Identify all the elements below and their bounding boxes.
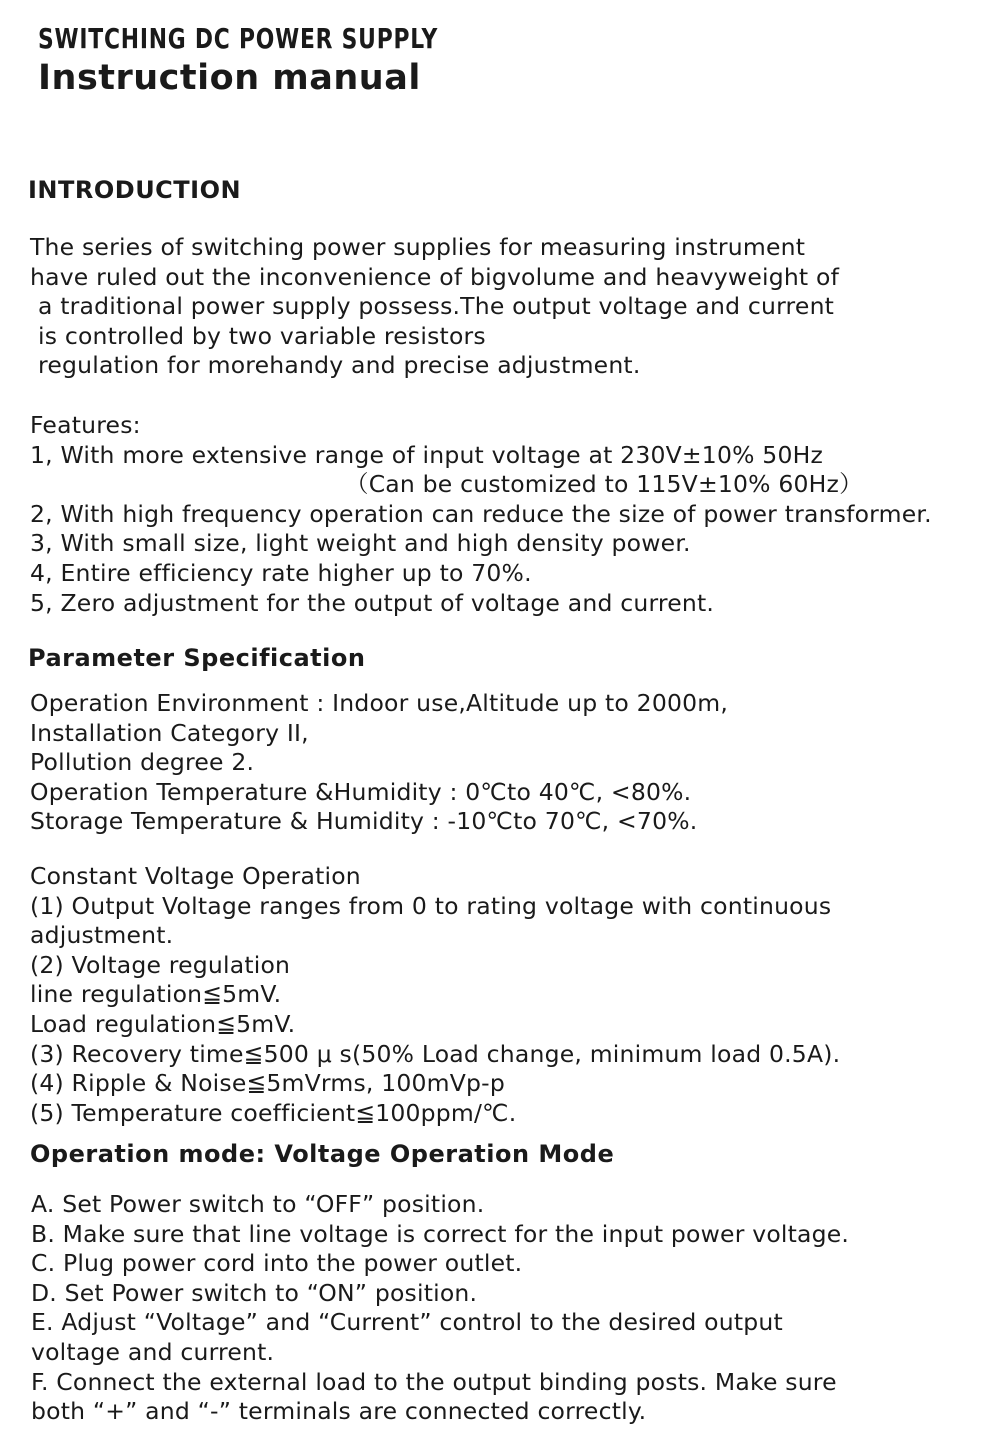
features-list bbox=[30, 411, 932, 618]
spec-line: Storage Temperature & Humidity : -10℃to 70℃, <70%. bbox=[30, 807, 698, 836]
introduction-line: a traditional power supply possess.The output voltage and current bbox=[38, 292, 835, 321]
spec-line: Installation Category II, bbox=[30, 718, 309, 747]
operation-step: E. Adjust “Voltage” and “Current” control to the desired output bbox=[31, 1308, 783, 1337]
features-heading: Features: bbox=[30, 411, 141, 439]
spec-line: line regulation≦5mV. bbox=[30, 980, 282, 1009]
feature-item: 1, With more extensive range of input voltage at 230V±10% 50Hz bbox=[30, 440, 824, 469]
spec-line: (3) Recovery time≦500 μ s(50% Load change, minimum load 0.5A). bbox=[30, 1039, 841, 1068]
spec-line: Operation Temperature &Humidity : 0℃to 40℃, <80%. bbox=[30, 777, 692, 806]
document-title: SWITCHING DC POWER SUPPLY bbox=[38, 22, 439, 55]
feature-item: 3, With small size, light weight and high density power. bbox=[30, 529, 691, 558]
spec-line: (5) Temperature coefficient≦100ppm/℃. bbox=[30, 1098, 517, 1127]
constant-voltage-specs bbox=[30, 862, 840, 1128]
feature-item: 5, Zero adjustment for the output of voltage and current. bbox=[30, 588, 715, 617]
feature-item: 4, Entire efficiency rate higher up to 70%. bbox=[30, 558, 532, 587]
feature-item: 2, With high frequency operation can reduce the size of power transformer. bbox=[30, 499, 932, 528]
operation-step: D. Set Power switch to “ON” position. bbox=[31, 1278, 478, 1307]
operation-step: voltage and current. bbox=[31, 1337, 275, 1366]
spec-line: (4) Ripple & Noise≦5mVrms, 100mVp-p bbox=[30, 1069, 505, 1098]
operation-step: A. Set Power switch to “OFF” position. bbox=[31, 1190, 485, 1218]
parameter-specification-heading: Parameter Specification bbox=[28, 644, 366, 672]
operation-step: both “+” and “-” terminals are connected correctly. bbox=[31, 1397, 647, 1426]
introduction-line: have ruled out the inconvenience of bigvolume and heavyweight of bbox=[30, 262, 840, 291]
introduction-heading: INTRODUCTION bbox=[28, 176, 242, 204]
spec-line: adjustment. bbox=[30, 921, 174, 950]
operation-mode-heading: Operation mode: Voltage Operation Mode bbox=[30, 1140, 615, 1168]
spec-line: Operation Environment : Indoor use,Altitude up to 2000m, bbox=[30, 689, 729, 717]
introduction-line: The series of switching power supplies for measuring instrument bbox=[30, 233, 806, 261]
operation-step: F. Connect the external load to the output binding posts. Make sure bbox=[31, 1367, 837, 1396]
introduction-line: regulation for morehandy and precise adjustment. bbox=[38, 351, 641, 380]
spec-line: Pollution degree 2. bbox=[30, 748, 255, 777]
introduction-paragraph bbox=[30, 233, 839, 381]
spec-line: (2) Voltage regulation bbox=[30, 950, 291, 979]
introduction-line: is controlled by two variable resistors bbox=[38, 321, 486, 350]
document-subtitle: Instruction manual bbox=[38, 58, 421, 98]
operation-step: C. Plug power cord into the power outlet. bbox=[31, 1249, 523, 1278]
spec-line: Load regulation≦5mV. bbox=[30, 1009, 296, 1038]
feature-item-note: （Can be customized to 115V±10% 60Hz） bbox=[345, 470, 863, 499]
operation-step: B. Make sure that line voltage is correct for the input power voltage. bbox=[31, 1219, 850, 1248]
operation-steps bbox=[31, 1190, 849, 1427]
spec-line: (1) Output Voltage ranges from 0 to rating voltage with continuous bbox=[30, 891, 832, 920]
constant-voltage-title: Constant Voltage Operation bbox=[30, 862, 361, 890]
environment-specs bbox=[30, 689, 728, 837]
